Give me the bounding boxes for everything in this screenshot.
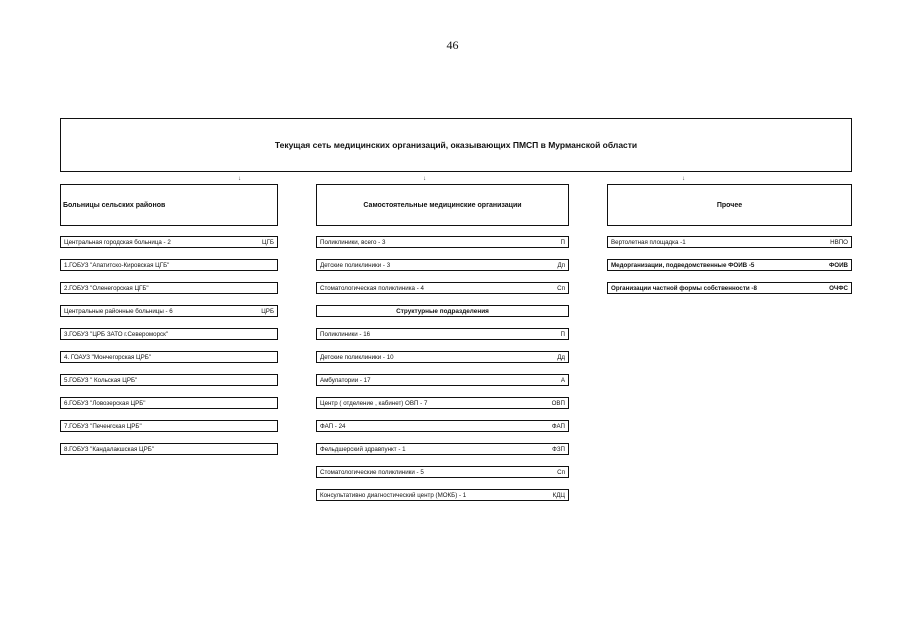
independent-orgs-header: Самостоятельные медицинские организации — [316, 184, 569, 226]
list-item: Амбулатории - 17 А — [316, 374, 569, 386]
arrow-down-icon: ↓ — [682, 176, 685, 182]
list-item: 5.ГОБУЗ " Кольская ЦРБ" — [60, 374, 278, 386]
other-header: Прочее — [607, 184, 852, 226]
list-item: 1.ГОБУЗ "Апатитско-Кировская ЦГБ" — [60, 259, 278, 271]
list-item: ФАП - 24 ФАП — [316, 420, 569, 432]
list-item: Детские поликлиники - 10 Дд — [316, 351, 569, 363]
list-item: Детские поликлиники - 3 Дп — [316, 259, 569, 271]
list-item: 7.ГОБУЗ "Печенгская ЦРБ" — [60, 420, 278, 432]
arrow-down-icon: ↓ — [423, 176, 426, 182]
list-item: Центральная городская больница - 2 ЦГБ — [60, 236, 278, 248]
list-item: Медорганизации, подведомственные ФОИВ -5 ФОИВ — [607, 259, 852, 271]
list-item: Организации частной формы собственности -8 ОЧФС — [607, 282, 852, 294]
list-item: Центральные районные больницы - 6 ЦРБ — [60, 305, 278, 317]
list-item: 2.ГОБУЗ "Оленегорская ЦГБ" — [60, 282, 278, 294]
arrow-down-icon: ↓ — [238, 176, 241, 182]
structural-units-subheader: Структурные подразделения — [316, 305, 569, 317]
page-number: 46 — [446, 38, 459, 52]
list-item: Стоматологическая поликлиника - 4 Сп — [316, 282, 569, 294]
list-item: Стоматологические поликлиники - 5 Сп — [316, 466, 569, 478]
rural-hospitals-header: Больницы сельских районов — [60, 184, 278, 226]
list-item: 6.ГОБУЗ "Ловозерская ЦРБ" — [60, 397, 278, 409]
list-item: Поликлиники, всего - 3 П — [316, 236, 569, 248]
list-item: Поликлиники - 16 П — [316, 328, 569, 340]
list-item: Вертолетная площадка -1 НВПО — [607, 236, 852, 248]
list-item: Центр ( отделение , кабинет) ОВП - 7 ОВП — [316, 397, 569, 409]
diagram-title: Текущая сеть медицинских организаций, оказывающих ПМСП в Мурманской области — [60, 118, 852, 172]
list-item: Консультативно диагностический центр (МОКБ) - 1 КДЦ — [316, 489, 569, 501]
list-item: 4. ГОАУЗ "Мончегорская ЦРБ" — [60, 351, 278, 363]
list-item: Фельдшерский здравпункт - 1 ФЗП — [316, 443, 569, 455]
list-item: 3.ГОБУЗ "ЦРБ ЗАТО г.Североморск" — [60, 328, 278, 340]
list-item: 8.ГОБУЗ "Кандалакшская ЦРБ" — [60, 443, 278, 455]
